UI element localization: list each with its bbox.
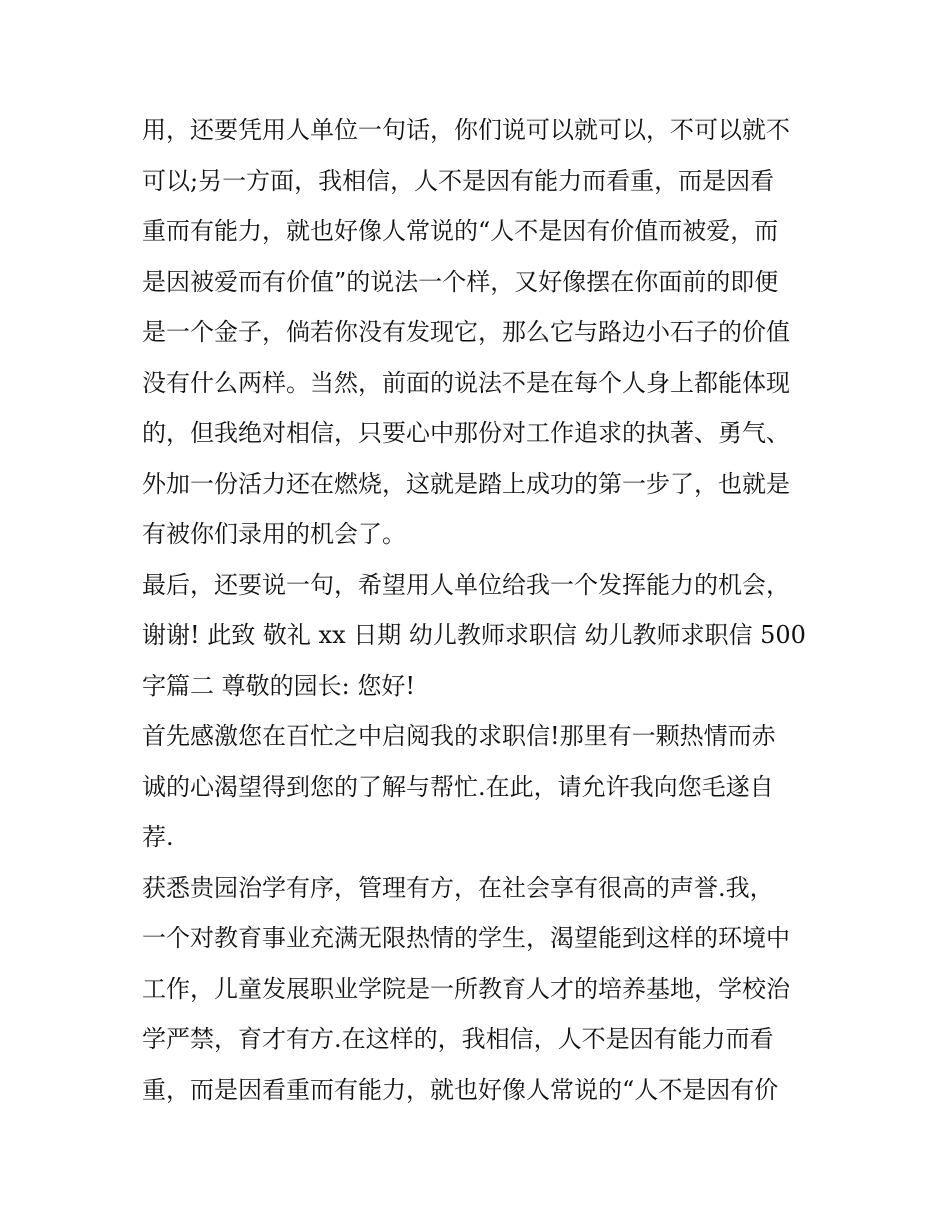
text-line: 可以;另一方面，我相信，人不是因有能力而看重，而是因看 (142, 166, 775, 195)
text-line: 工作，儿童发展职业学院是一所教育人才的培养基地，学校治 (142, 974, 790, 1003)
text-line: 谢谢! 此致 敬礼 xx 日期 幼儿教师求职信 幼儿教师求职信 500 (142, 621, 806, 649)
text-line: 重而有能力，就也好像人常说的“人不是因有价值而被爱，而 (142, 217, 779, 245)
text-line: 学严禁，育才有方.在这样的，我相信，人不是因有能力而看 (142, 1025, 774, 1053)
document-body-text (142, 105, 822, 1115)
text-line: 是一个金子，倘若你没有发现它，那么它与路边小石子的价值 (142, 318, 790, 346)
text-line: 诚的心渴望得到您的了解与帮忙.在此，请允许我向您毛遂自 (142, 772, 774, 801)
text-line: 有被你们录用的机会了。 (142, 520, 406, 548)
text-line: 荐. (142, 823, 174, 851)
text-line: 用，还要凭用人单位一句话，你们说可以就可以，不可以就不 (142, 116, 790, 144)
text-line: 首先感激您在百忙之中启阅我的求职信!那里有一颗热情而赤 (142, 722, 776, 750)
text-line: 没有什么两样。当然，前面的说法不是在每个人身上都能体现 (142, 368, 790, 397)
text-line: 重，而是因看重而有能力，就也好像人常说的“人不是因有价 (142, 1075, 779, 1104)
text-line: 字篇二 尊敬的园长: 您好! (142, 671, 415, 700)
text-line: 外加一份活力还在燃烧，这就是踏上成功的第一步了，也就是 (142, 469, 790, 498)
text-line: 最后，还要说一句，希望用人单位给我一个发挥能力的机会， (142, 570, 790, 599)
text-line: 是因被爱而有价值”的说法一个样，又好像摆在你面前的即便 (142, 267, 779, 296)
text-line: 一个对教育事业充满无限热情的学生，渴望能到这样的环境中 (142, 924, 790, 952)
text-line: 获悉贵园治学有序，管理有方，在社会享有很高的声誉.我， (142, 873, 774, 902)
text-line: 的，但我绝对相信，只要心中那份对工作追求的执著、勇气、 (142, 419, 790, 447)
